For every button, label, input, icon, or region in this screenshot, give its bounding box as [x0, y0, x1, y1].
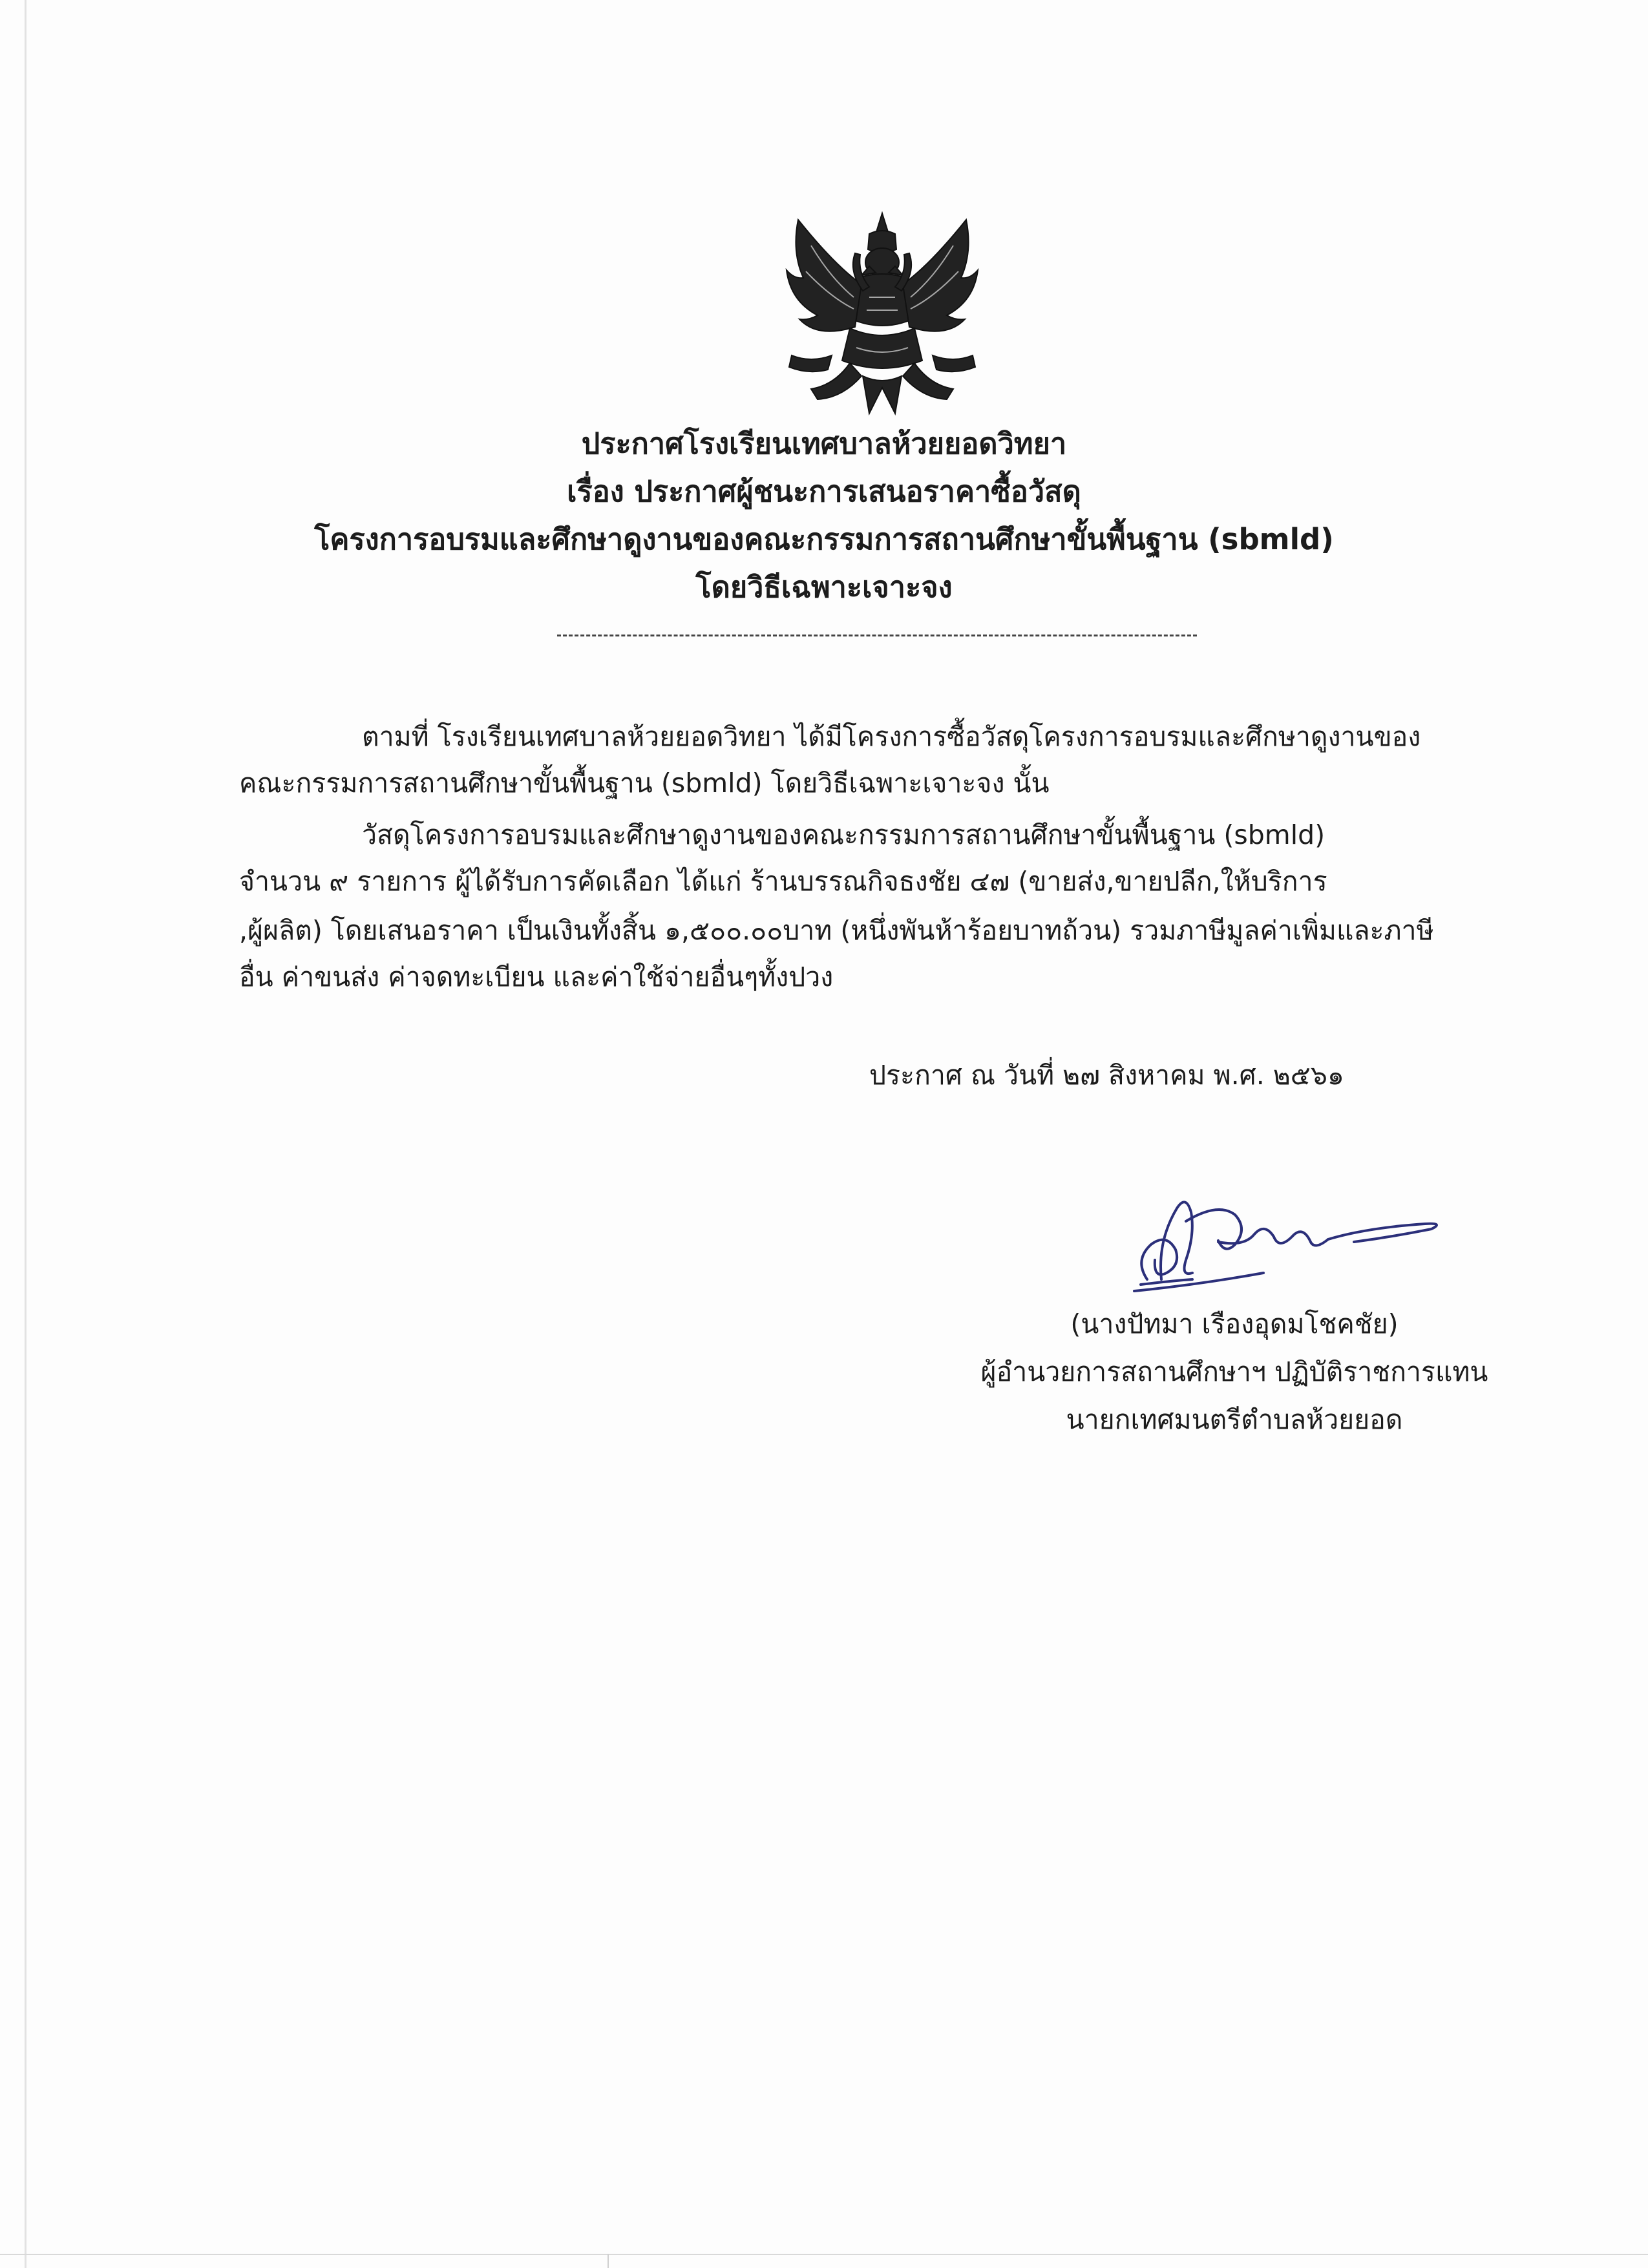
header-divider	[557, 635, 1197, 636]
body-paragraph-2-line-3: ,ผู้ผลิต) โดยเสนอราคา เป็นเงินทั้งสิ้น ๑,๕๐๐.๐๐บาท (หนึ่งพันห้าร้อยบาทถ้วน) รวมภาษีมูลค่าเพิ่มและภาษี	[239, 915, 1434, 946]
signatory-position: ผู้อำนวยการสถานศึกษาฯ ปฏิบัติราชการแทน	[980, 1356, 1488, 1387]
scan-edge-tick	[607, 2254, 609, 2268]
announcement-header	[259, 420, 1389, 611]
body-paragraph-2-line-4: อื่น ค่าขนส่ง ค่าจดทะเบียน และค่าใช้จ่ายอื่นๆทั้งปวง	[239, 961, 834, 992]
announcement-date: ประกาศ ณ วันที่ ๒๗ สิงหาคม พ.ศ. ๒๕๖๑	[869, 1060, 1344, 1091]
body-paragraph-1-line-2: คณะกรรมการสถานศึกษาขั้นพื้นฐาน (sbmld) โดยวิธีเฉพาะเจาะจง นั้น	[239, 768, 1050, 799]
garuda-emblem-icon	[772, 194, 992, 426]
body-paragraph-2-line-2: จำนวน ๙ รายการ ผู้ได้รับการคัดเลือก ได้แก่ ร้านบรรณกิจธงชัย ๔๗ (ขายส่ง,ขายปลีก,ให้บริการ	[239, 866, 1327, 897]
body-paragraph-1-line-1: ตามที่ โรงเรียนเทศบาลห้วยยอดวิทยา ได้มีโครงการซื้อวัสดุโครงการอบรมและศึกษาดูงานของ	[362, 721, 1421, 752]
signature-block	[905, 1300, 1564, 1444]
announcement-issuer: ประกาศโรงเรียนเทศบาลห้วยยอดวิทยา	[581, 426, 1067, 461]
signatory-name: (นางปัทมา เรืองอุดมโชคชัย)	[1070, 1308, 1399, 1339]
announcement-subject: เรื่อง ประกาศผู้ชนะการเสนอราคาซื้อวัสดุ	[567, 474, 1081, 509]
announcement-project: โครงการอบรมและศึกษาดูงานของคณะกรรมการสถานศึกษาขั้นพื้นฐาน (sbmld)	[314, 522, 1334, 556]
body-paragraph-2-line-1: วัสดุโครงการอบรมและศึกษาดูงานของคณะกรรมการสถานศึกษาขั้นพื้นฐาน (sbmld)	[362, 819, 1326, 850]
scan-edge-bottom	[0, 2254, 1648, 2255]
signatory-office: นายกเทศมนตรีตำบลห้วยยอด	[1066, 1404, 1403, 1435]
announcement-method: โดยวิธีเฉพาะเจาะจง	[695, 570, 953, 604]
handwritten-signature	[1121, 1182, 1444, 1296]
scan-edge-left	[25, 0, 26, 2268]
